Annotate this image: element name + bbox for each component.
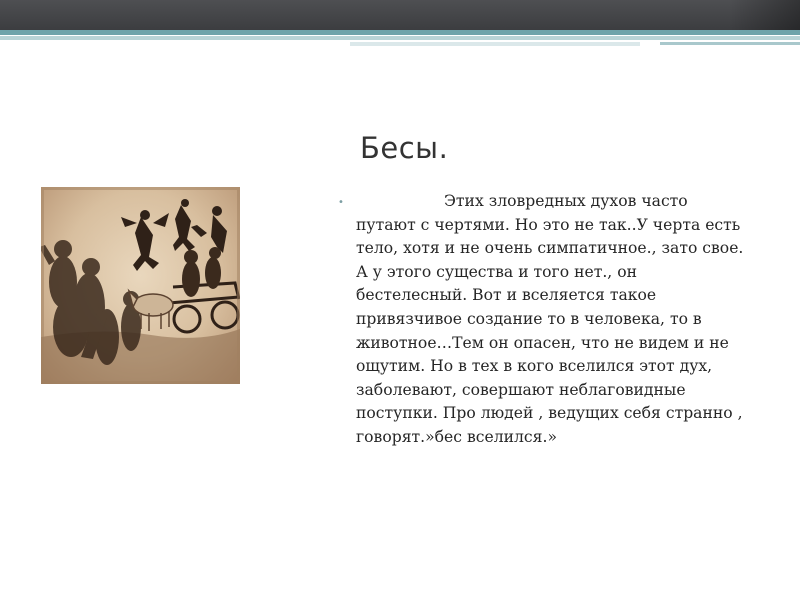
accent-stripe [0, 30, 800, 35]
demons-illustration-image [41, 187, 240, 384]
slide-body-text: Этих зловредных духов часто путают с чертями. Но это не так..У черта есть тело, хотя и не очень симпатичное., зато свое. А у этого существа и того нет., он бестелесный. Вот и вселяется такое привязчивое создание то в человека, то в животное…Тем он опасен, что не видем и не ощутим. Но в тех в кого вселился этот дух, заболевают, совершают неблаговидные поступки. Про людей , ведущих себя странно , говорят.»бес вселился.» [356, 192, 744, 446]
accent-stripe-light [0, 36, 800, 40]
slide-title: Бесы. [360, 131, 449, 165]
bullet-marker: • [338, 197, 344, 208]
header-band-shadow [730, 0, 800, 30]
header-band [0, 0, 800, 30]
accent-stripe-faint [350, 42, 640, 46]
accent-stripe-short [660, 42, 800, 45]
demons-illustration-icon [41, 187, 240, 384]
